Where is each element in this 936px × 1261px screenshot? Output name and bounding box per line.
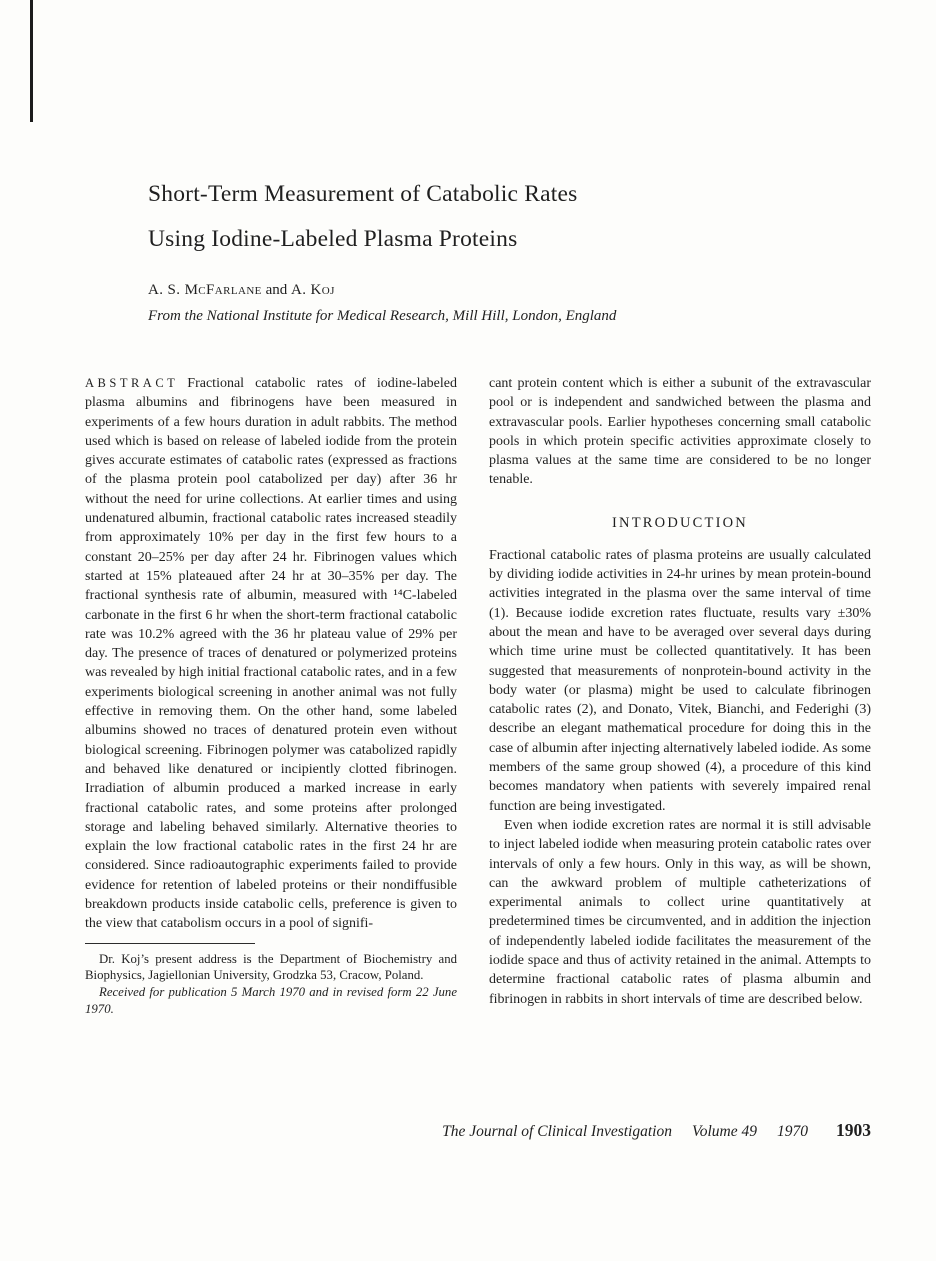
page-footer (85, 1120, 871, 1141)
two-column-body (85, 374, 871, 1018)
footnote-address: Dr. Koj’s present address is the Department of Biochemistry and Biophysics, Jagiellonian University, Grodzka 53, Cracow, Poland. (85, 951, 457, 983)
authors-line (148, 282, 798, 299)
introduction-para-1: Fractional catabolic rates of plasma proteins are usually calculated by dividing iodide activities in 24-hr urines by mean protein-bound activities integrated in the plasma over the same interval of time (1). Because iodide excretion rates fluctuate, results vary ±30% about the mean and have to be averaged over several days during which time urine must be collected quantitatively. It has been suggested that measurements of nonprotein-bound activity in the body water (or plasma) might be used to calculate fibrinogen catabolic rates (2), and Donato, Vitek, Bianchi, and Federighi (3) describe an elegant mathematical procedure for doing this in the case of albumin after injecting alternatively labeled iodide. As some members of the same group showed (4), a procedure of this kind becomes mandatory when patients with severely impaired renal function are being investigated. (489, 547, 871, 814)
journal-name: The Journal of Clinical Investigation (442, 1123, 672, 1140)
abstract-text: Fractional catabolic rates of iodine-labeled plasma albumins and fibrinogens have been measured in experiments of a few hours duration in adult rabbits. The method used which is based on release of labeled iodide from the protein gives accurate estimates of catabolic rates (expressed as fractions of the plasma protein pool catabolized per day) after 36 hr without the need for urine collections. At earlier times and using undenatured albumin, fractional catabolic rates increased steadily from approximately 10% per day in the first few hours to a constant 20–25% per day after 24 hr. Fibrinogen values which started at 15% plateaued after 24 hr at 30–35% per day. The fractional synthesis rate of albumin, measured with ¹⁴C-labeled carbonate in the first 6 hr when the short-term fractional catabolic rate was 10.2% agreed with the 36 hr plateau value of 29% per day. The presence of traces of denatured or polymerized proteins was revealed by high initial fractional catabolic rates, and in a few experiments biological screening in another animal was not fully effective in removing them. On the other hand, some labeled albumins showed no traces of denatured protein even without biological screening. Fibrinogen polymer was catabolized rapidly and behaved like denatured or incipiently clotted fibrinogen. Irradiation of albumin produced a marked increase in early fractional catabolic rates, and some proteins after prolonged storage and labeling behaved similarly. Alternative theories to explain the low fractional catabolic rates in the first 24 hr are considered. Since radioautographic experiments failed to provide evidence for retention of labeled proteins or their nondiffusible breakdown products inside catabolic cells, preference is given to the view that catabolism occurs in a pool of signifi- (85, 376, 457, 932)
abstract-paragraph (85, 374, 457, 934)
author-1: A. S. McFarlane (148, 282, 262, 298)
introduction-para-2: Even when iodide excretion rates are normal it is still advisable to inject labeled iodide when measuring protein catabolic rates over intervals of only a few hours. Only in this way, as will be shown, can the awkward problem of multiple catheterizations of experimental animals to collect urine quantitatively at predetermined times be circumvented, and in addition the injection of independently labeled iodide facilitates the measurement of the iodide space and thus of activity retained in the animal. Attempts to determine fractional catabolic rates of plasma albumin and fibrinogen in rabbits in short intervals of time are described below. (489, 817, 871, 1007)
scan-artifact-line (30, 0, 33, 122)
left-column (85, 374, 457, 1018)
abstract-continuation: cant protein content which is either a subunit of the extravascular pool or is independent and sandwiched between the plasma and extravascular pools. Earlier hypotheses concerning small catabolic pools in which protein specific activities approximate closely to plasma values at the same time are considered to be no longer tenable. (489, 376, 871, 488)
author-connector: and (265, 282, 288, 298)
volume-label: Volume 49 (691, 1123, 757, 1140)
year-label: 1970 (777, 1123, 808, 1140)
abstract-label: ABSTRACT (85, 376, 179, 390)
paper-title (148, 172, 798, 262)
affiliation-line: From the National Institute for Medical Research, Mill Hill, London, England (148, 308, 617, 324)
footnote-block (85, 943, 457, 1018)
page-number: 1903 (836, 1120, 871, 1140)
right-column (489, 374, 871, 1018)
introduction-heading: INTRODUCTION (612, 514, 748, 531)
author-2: A. Koj (290, 282, 335, 298)
title-line-1: Short-Term Measurement of Catabolic Rates (148, 181, 578, 207)
paper-header (148, 172, 798, 325)
footnote-received: Received for publication 5 March 1970 and in revised form 22 June 1970. (85, 985, 457, 1016)
title-line-2: Using Iodine-Labeled Plasma Proteins (148, 226, 518, 252)
